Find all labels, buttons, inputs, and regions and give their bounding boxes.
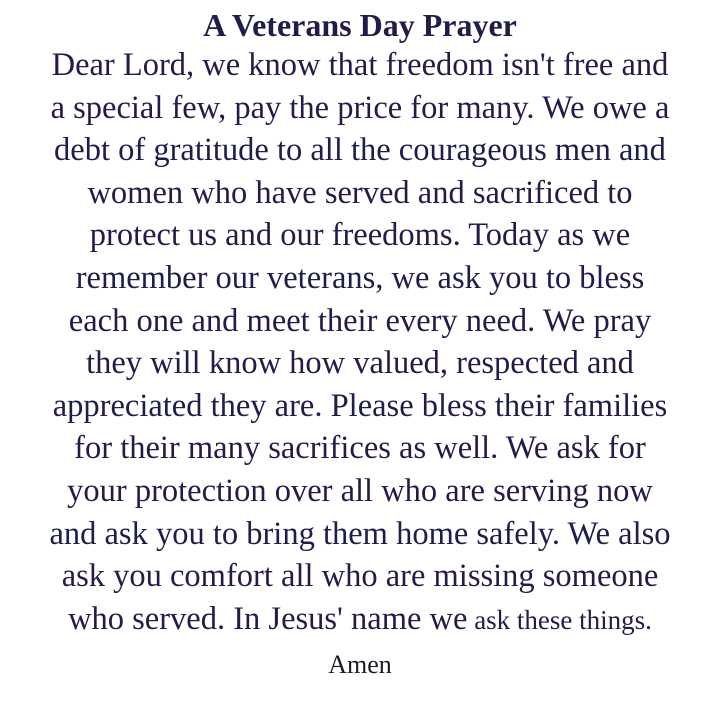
prayer-line: Dear Lord, we know that freedom isn't free and xyxy=(51,47,669,83)
prayer-title: A Veterans Day Prayer xyxy=(203,7,517,43)
prayer-line: and ask you to bring them home safely. We also xyxy=(49,515,671,552)
prayer-last-line xyxy=(0,598,720,642)
prayer-line: they will know how valued, respected and xyxy=(86,345,634,382)
prayer-line: a special few, pay the price for many. We owe a xyxy=(50,89,670,126)
prayer-line: women who have served and sacrificed to xyxy=(87,174,633,211)
prayer-line: your protection over all who are serving now xyxy=(67,472,653,509)
prayer-closing: Amen xyxy=(328,650,392,679)
prayer-last-line-small: ask these things. xyxy=(467,604,652,635)
prayer-line: each one and meet their every need. We pray xyxy=(68,302,652,339)
prayer-line: protect us and our freedoms. Today as we xyxy=(89,217,631,254)
prayer-line: debt of gratitude to all the courageous men and xyxy=(54,132,666,169)
prayer-line: remember our veterans, we ask you to bless xyxy=(75,259,645,296)
prayer-line: for their many sacrifices as well. We ask for xyxy=(74,430,646,467)
prayer-line: ask you comfort all who are missing someone xyxy=(61,558,659,595)
prayer-last-line-main: who served. In Jesus' name we xyxy=(68,600,468,637)
prayer-body xyxy=(0,44,720,641)
prayer-line: appreciated they are. Please bless their families xyxy=(52,387,668,424)
